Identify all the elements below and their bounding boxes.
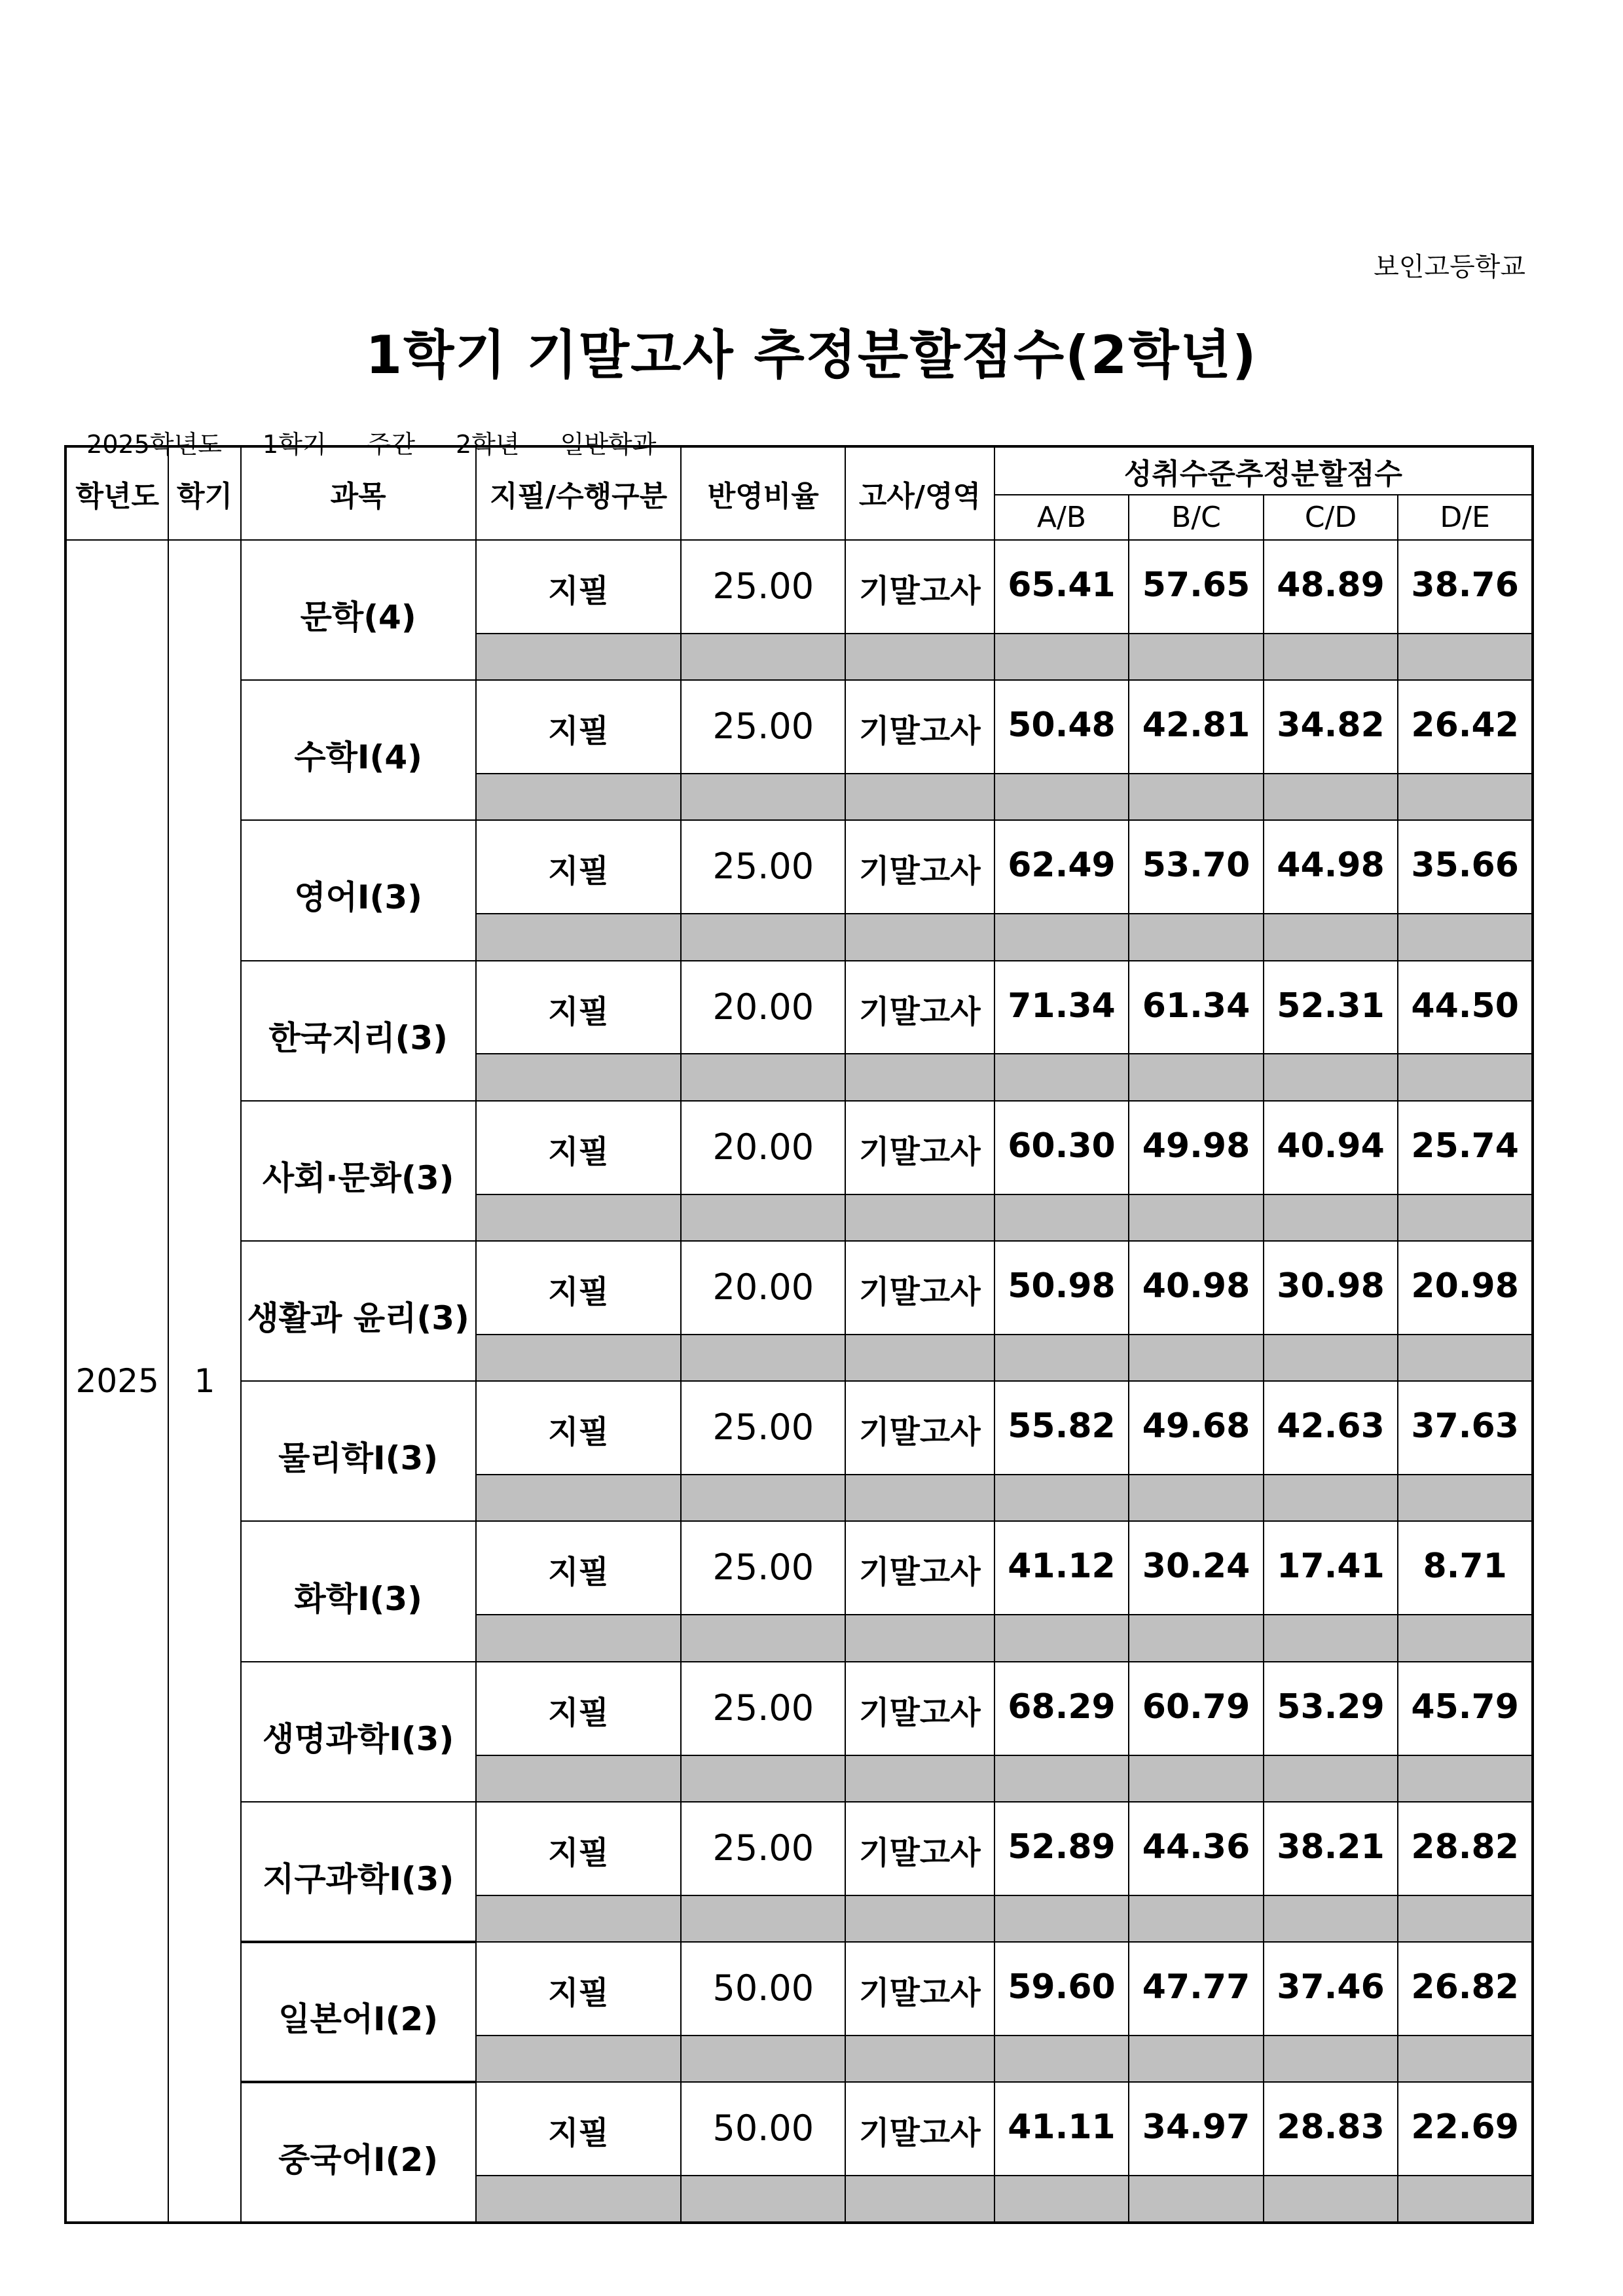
header-cut-cd: C/D bbox=[1264, 495, 1398, 539]
subject-cell: 문학(4) bbox=[241, 540, 476, 680]
blank-cell bbox=[1129, 1335, 1264, 1381]
exam-cell: 기말고사 bbox=[845, 1802, 994, 1895]
ratio-cell: 25.00 bbox=[681, 680, 845, 774]
type-cell: 지필 bbox=[476, 680, 682, 774]
type-cell: 지필 bbox=[476, 1942, 682, 2036]
cut-score-cell: 47.77 bbox=[1129, 1942, 1264, 2036]
exam-cell: 기말고사 bbox=[845, 1662, 994, 1755]
blank-cell bbox=[845, 1335, 994, 1381]
blank-cell bbox=[1264, 634, 1398, 680]
blank-cell bbox=[681, 2036, 845, 2082]
cut-score-cell: 17.41 bbox=[1264, 1521, 1398, 1615]
blank-cell bbox=[1264, 2176, 1398, 2223]
exam-cell: 기말고사 bbox=[845, 1241, 994, 1335]
cut-score-cell: 8.71 bbox=[1398, 1521, 1533, 1615]
blank-cell bbox=[476, 774, 682, 820]
blank-cell bbox=[1129, 774, 1264, 820]
exam-cell: 기말고사 bbox=[845, 540, 994, 634]
blank-cell bbox=[1398, 1615, 1533, 1661]
type-cell: 지필 bbox=[476, 1381, 682, 1475]
cut-score-cell: 44.36 bbox=[1129, 1802, 1264, 1895]
cut-score-cell: 22.69 bbox=[1398, 2082, 1533, 2176]
meta-year: 2025학년도 bbox=[86, 430, 223, 459]
ratio-cell: 25.00 bbox=[681, 1662, 845, 1755]
cut-score-cell: 30.98 bbox=[1264, 1241, 1398, 1335]
subject-cell: 생활과 윤리(3) bbox=[241, 1241, 476, 1381]
exam-cell: 기말고사 bbox=[845, 1942, 994, 2036]
ratio-cell: 50.00 bbox=[681, 2082, 845, 2176]
cut-score-cell: 38.76 bbox=[1398, 540, 1533, 634]
blank-cell bbox=[1129, 634, 1264, 680]
school-name: 보인고등학교 bbox=[1374, 252, 1525, 282]
blank-cell bbox=[476, 2176, 682, 2223]
blank-cell bbox=[994, 914, 1129, 960]
type-cell: 지필 bbox=[476, 1662, 682, 1755]
cut-score-cell: 59.60 bbox=[994, 1942, 1129, 2036]
subject-cell: 물리학Ⅰ(3) bbox=[241, 1381, 476, 1521]
ratio-cell: 20.00 bbox=[681, 961, 845, 1054]
cut-score-cell: 34.82 bbox=[1264, 680, 1398, 774]
type-cell: 지필 bbox=[476, 1101, 682, 1194]
type-cell: 지필 bbox=[476, 540, 682, 634]
blank-cell bbox=[994, 1475, 1129, 1521]
cut-score-cell: 50.98 bbox=[994, 1241, 1129, 1335]
blank-cell bbox=[1398, 1335, 1533, 1381]
ratio-cell: 25.00 bbox=[681, 820, 845, 914]
ratio-cell: 20.00 bbox=[681, 1101, 845, 1194]
exam-cell: 기말고사 bbox=[845, 820, 994, 914]
blank-cell bbox=[994, 1895, 1129, 1942]
blank-cell bbox=[994, 2176, 1129, 2223]
blank-cell bbox=[476, 1194, 682, 1241]
blank-cell bbox=[1129, 914, 1264, 960]
blank-cell bbox=[1129, 2036, 1264, 2082]
cut-score-cell: 48.89 bbox=[1264, 540, 1398, 634]
blank-cell bbox=[681, 1335, 845, 1381]
year-cell: 2025 bbox=[65, 540, 168, 2223]
table-row bbox=[65, 2082, 1533, 2176]
blank-cell bbox=[1398, 774, 1533, 820]
blank-cell bbox=[845, 774, 994, 820]
cut-score-cell: 52.31 bbox=[1264, 961, 1398, 1054]
cut-score-cell: 34.97 bbox=[1129, 2082, 1264, 2176]
blank-cell bbox=[1129, 2176, 1264, 2223]
blank-cell bbox=[994, 1615, 1129, 1661]
blank-cell bbox=[845, 914, 994, 960]
subject-cell: 중국어Ⅰ(2) bbox=[241, 2082, 476, 2223]
blank-cell bbox=[994, 774, 1129, 820]
blank-cell bbox=[1264, 1895, 1398, 1942]
blank-cell bbox=[1264, 1054, 1398, 1100]
cut-score-cell: 42.63 bbox=[1264, 1381, 1398, 1475]
header-type: 지필/수행구분 bbox=[476, 446, 682, 540]
blank-cell bbox=[681, 2176, 845, 2223]
cut-score-cell: 44.98 bbox=[1264, 820, 1398, 914]
cut-score-cell: 37.46 bbox=[1264, 1942, 1398, 2036]
blank-cell bbox=[1398, 634, 1533, 680]
subject-cell: 생명과학Ⅰ(3) bbox=[241, 1662, 476, 1802]
blank-cell bbox=[994, 634, 1129, 680]
cut-score-cell: 49.68 bbox=[1129, 1381, 1264, 1475]
blank-cell bbox=[681, 914, 845, 960]
blank-cell bbox=[1398, 1475, 1533, 1521]
blank-cell bbox=[476, 1755, 682, 1802]
blank-cell bbox=[681, 1895, 845, 1942]
blank-cell bbox=[1129, 1755, 1264, 1802]
header-cut-group: 성취수준추정분할점수 bbox=[994, 446, 1533, 495]
exam-cell: 기말고사 bbox=[845, 961, 994, 1054]
blank-cell bbox=[1264, 1335, 1398, 1381]
blank-cell bbox=[1398, 1895, 1533, 1942]
blank-cell bbox=[681, 634, 845, 680]
meta-semester: 1학기 bbox=[263, 430, 327, 459]
cut-score-cell: 38.21 bbox=[1264, 1802, 1398, 1895]
cut-score-cell: 57.65 bbox=[1129, 540, 1264, 634]
meta-session: 주간 bbox=[367, 430, 416, 459]
blank-cell bbox=[1264, 1475, 1398, 1521]
cut-score-cell: 49.98 bbox=[1129, 1101, 1264, 1194]
header-ratio: 반영비율 bbox=[681, 446, 845, 540]
exam-cell: 기말고사 bbox=[845, 1381, 994, 1475]
subject-cell: 사회·문화(3) bbox=[241, 1101, 476, 1241]
blank-cell bbox=[476, 1054, 682, 1100]
subject-cell: 수학Ⅰ(4) bbox=[241, 680, 476, 820]
blank-cell bbox=[1129, 1895, 1264, 1942]
blank-cell bbox=[1264, 774, 1398, 820]
blank-cell bbox=[681, 1054, 845, 1100]
blank-cell bbox=[845, 1194, 994, 1241]
blank-cell bbox=[681, 1194, 845, 1241]
blank-cell bbox=[1398, 1054, 1533, 1100]
blank-cell bbox=[1129, 1054, 1264, 1100]
blank-cell bbox=[1398, 2036, 1533, 2082]
ratio-cell: 25.00 bbox=[681, 1521, 845, 1615]
cut-score-cell: 53.70 bbox=[1129, 820, 1264, 914]
blank-cell bbox=[476, 1895, 682, 1942]
cut-score-cell: 28.82 bbox=[1398, 1802, 1533, 1895]
blank-cell bbox=[1264, 1194, 1398, 1241]
table-row bbox=[65, 1942, 1533, 2036]
ratio-cell: 25.00 bbox=[681, 1802, 845, 1895]
cut-score-cell: 26.42 bbox=[1398, 680, 1533, 774]
blank-cell bbox=[476, 1475, 682, 1521]
cut-score-cell: 53.29 bbox=[1264, 1662, 1398, 1755]
exam-cell: 기말고사 bbox=[845, 680, 994, 774]
cut-score-cell: 37.63 bbox=[1398, 1381, 1533, 1475]
type-cell: 지필 bbox=[476, 1802, 682, 1895]
cut-score-cell: 45.79 bbox=[1398, 1662, 1533, 1755]
blank-cell bbox=[994, 1194, 1129, 1241]
ratio-cell: 20.00 bbox=[681, 1241, 845, 1335]
cut-score-cell: 26.82 bbox=[1398, 1942, 1533, 2036]
blank-cell bbox=[845, 1615, 994, 1661]
blank-cell bbox=[1129, 1475, 1264, 1521]
cut-score-cell: 20.98 bbox=[1398, 1241, 1533, 1335]
subject-cell: 화학Ⅰ(3) bbox=[241, 1521, 476, 1661]
table-row bbox=[65, 1802, 1533, 1895]
header-exam: 고사/영역 bbox=[845, 446, 994, 540]
cut-score-cell: 71.34 bbox=[994, 961, 1129, 1054]
cut-score-cell: 25.74 bbox=[1398, 1101, 1533, 1194]
cut-score-cell: 60.79 bbox=[1129, 1662, 1264, 1755]
blank-cell bbox=[1398, 1755, 1533, 1802]
cut-score-cell: 28.83 bbox=[1264, 2082, 1398, 2176]
type-cell: 지필 bbox=[476, 820, 682, 914]
blank-cell bbox=[476, 1335, 682, 1381]
blank-cell bbox=[1264, 1615, 1398, 1661]
page-title: 1학기 기말고사 추정분할점수(2학년) bbox=[365, 325, 1258, 386]
type-cell: 지필 bbox=[476, 1521, 682, 1615]
cut-score-cell: 41.12 bbox=[994, 1521, 1129, 1615]
blank-cell bbox=[845, 2176, 994, 2223]
blank-cell bbox=[994, 1054, 1129, 1100]
meta-grade: 2학년 bbox=[456, 430, 520, 459]
cut-score-cell: 30.24 bbox=[1129, 1521, 1264, 1615]
exam-cell: 기말고사 bbox=[845, 1521, 994, 1615]
ratio-cell: 25.00 bbox=[681, 1381, 845, 1475]
header-cut-de: D/E bbox=[1398, 495, 1533, 539]
cut-score-cell: 42.81 bbox=[1129, 680, 1264, 774]
cut-score-cell: 35.66 bbox=[1398, 820, 1533, 914]
table-row bbox=[65, 820, 1533, 914]
cut-score-table bbox=[64, 445, 1534, 2224]
subject-cell: 지구과학Ⅰ(3) bbox=[241, 1802, 476, 1942]
cut-score-cell: 60.30 bbox=[994, 1101, 1129, 1194]
blank-cell bbox=[1264, 1755, 1398, 1802]
blank-cell bbox=[1129, 1194, 1264, 1241]
type-cell: 지필 bbox=[476, 961, 682, 1054]
cut-score-cell: 61.34 bbox=[1129, 961, 1264, 1054]
blank-cell bbox=[845, 634, 994, 680]
cut-score-cell: 40.94 bbox=[1264, 1101, 1398, 1194]
table-row bbox=[65, 1662, 1533, 1755]
cut-score-cell: 44.50 bbox=[1398, 961, 1533, 1054]
table-row bbox=[65, 961, 1533, 1054]
blank-cell bbox=[1264, 914, 1398, 960]
cut-score-cell: 55.82 bbox=[994, 1381, 1129, 1475]
blank-cell bbox=[681, 774, 845, 820]
cut-score-cell: 41.11 bbox=[994, 2082, 1129, 2176]
table-row bbox=[65, 540, 1533, 634]
ratio-cell: 25.00 bbox=[681, 540, 845, 634]
blank-cell bbox=[845, 1895, 994, 1942]
cut-score-cell: 62.49 bbox=[994, 820, 1129, 914]
subject-cell: 영어Ⅰ(3) bbox=[241, 820, 476, 960]
blank-cell bbox=[845, 2036, 994, 2082]
blank-cell bbox=[994, 2036, 1129, 2082]
blank-cell bbox=[1129, 1615, 1264, 1661]
blank-cell bbox=[1264, 2036, 1398, 2082]
cut-score-cell: 50.48 bbox=[994, 680, 1129, 774]
cut-score-cell: 68.29 bbox=[994, 1662, 1129, 1755]
blank-cell bbox=[994, 1755, 1129, 1802]
blank-cell bbox=[476, 1615, 682, 1661]
blank-cell bbox=[1398, 2176, 1533, 2223]
exam-cell: 기말고사 bbox=[845, 1101, 994, 1194]
header-year: 학년도 bbox=[65, 446, 168, 540]
blank-cell bbox=[994, 1335, 1129, 1381]
header-subject: 과목 bbox=[241, 446, 476, 540]
exam-cell: 기말고사 bbox=[845, 2082, 994, 2176]
cut-score-cell: 65.41 bbox=[994, 540, 1129, 634]
blank-cell bbox=[476, 2036, 682, 2082]
blank-cell bbox=[681, 1615, 845, 1661]
blank-cell bbox=[845, 1054, 994, 1100]
blank-cell bbox=[845, 1475, 994, 1521]
cut-score-cell: 52.89 bbox=[994, 1802, 1129, 1895]
table-row bbox=[65, 680, 1533, 774]
table-row bbox=[65, 1521, 1533, 1615]
blank-cell bbox=[845, 1755, 994, 1802]
blank-cell bbox=[476, 914, 682, 960]
ratio-cell: 50.00 bbox=[681, 1942, 845, 2036]
type-cell: 지필 bbox=[476, 1241, 682, 1335]
header-cut-bc: B/C bbox=[1129, 495, 1264, 539]
header-cut-ab: A/B bbox=[994, 495, 1129, 539]
header-semester: 학기 bbox=[168, 446, 240, 540]
blank-cell bbox=[476, 634, 682, 680]
table-row bbox=[65, 1101, 1533, 1194]
table-row bbox=[65, 1241, 1533, 1335]
blank-cell bbox=[1398, 1194, 1533, 1241]
meta-department: 일반학과 bbox=[560, 430, 657, 459]
subject-cell: 일본어Ⅰ(2) bbox=[241, 1942, 476, 2082]
cut-score-cell: 40.98 bbox=[1129, 1241, 1264, 1335]
blank-cell bbox=[681, 1755, 845, 1802]
table-row bbox=[65, 1381, 1533, 1475]
subject-cell: 한국지리(3) bbox=[241, 961, 476, 1101]
semester-cell: 1 bbox=[168, 540, 240, 2223]
type-cell: 지필 bbox=[476, 2082, 682, 2176]
blank-cell bbox=[681, 1475, 845, 1521]
blank-cell bbox=[1398, 914, 1533, 960]
